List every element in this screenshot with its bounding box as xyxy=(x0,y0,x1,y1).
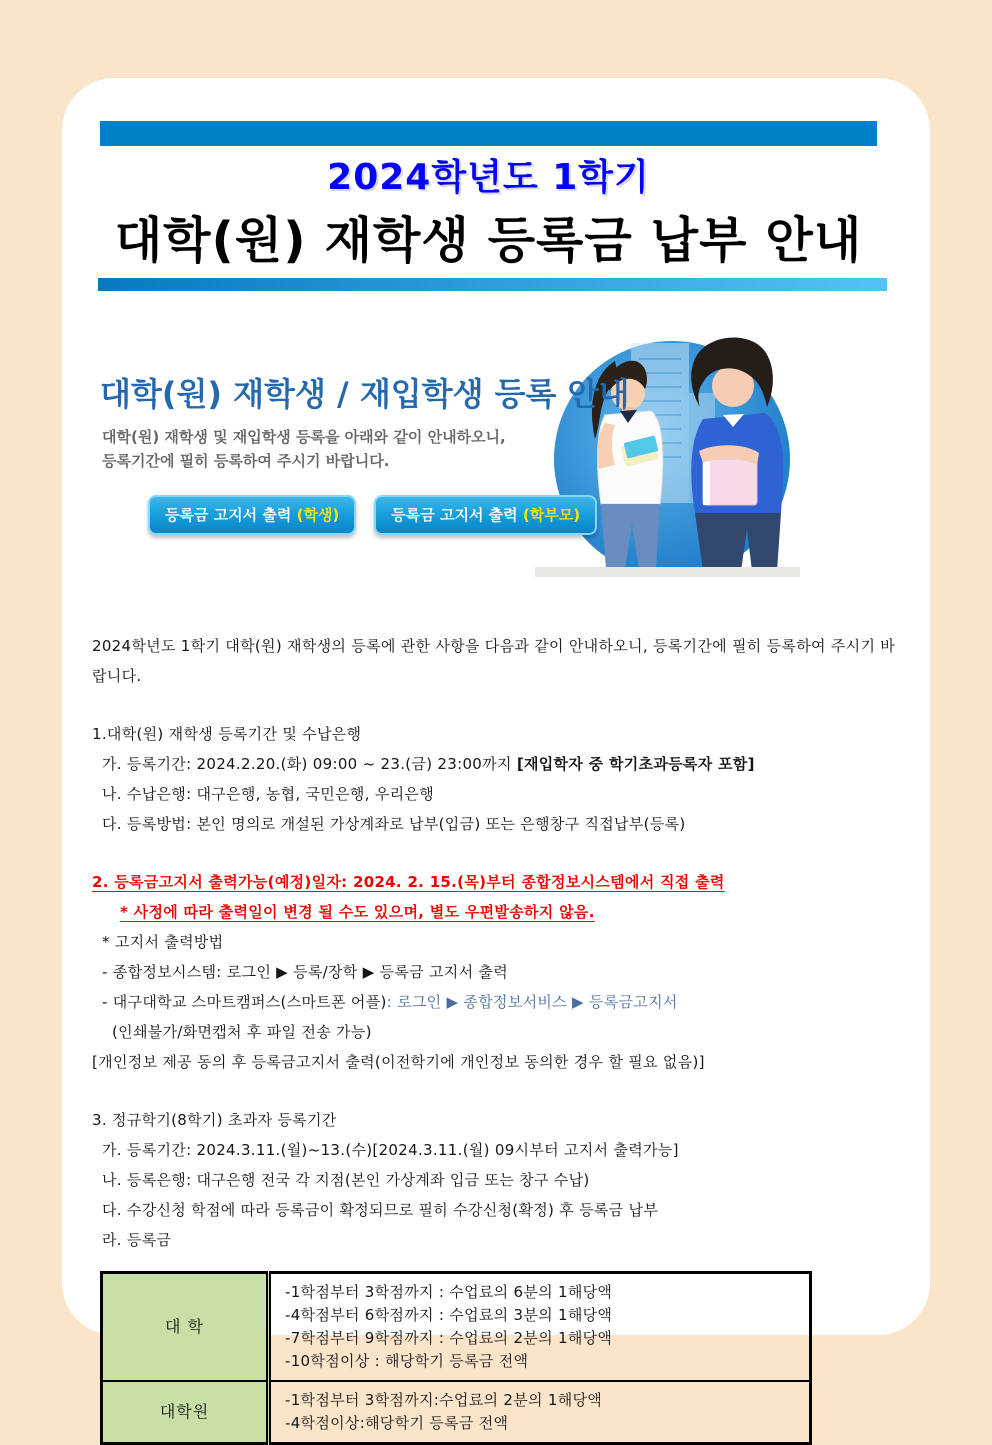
semester-subtitle: 2024학년도 1학기 xyxy=(327,157,650,198)
print-bill-student-highlight: (학생) xyxy=(296,506,340,524)
university-line-4: -10학점이상 : 해당학기 등록금 전액 xyxy=(285,1352,529,1370)
gradschool-desc-cell xyxy=(269,1381,811,1444)
university-line-1: -1학점부터 3학점까지 : 수업료의 6분의 1해당액 xyxy=(285,1283,613,1301)
header-top-bar xyxy=(100,121,877,146)
print-bill-student-label: 등록금 고지서 출력 xyxy=(165,506,297,524)
section2-method2-note: (인쇄불가/화면캡처 후 파일 전송 가능) xyxy=(112,1023,372,1041)
registration-banner xyxy=(90,329,802,591)
section1-item-ga xyxy=(92,749,907,779)
table-row-university xyxy=(102,1273,811,1382)
section3-item-ga: 가. 등록기간: 2024.3.11.(월)~13.(수)[2024.3.11.(월) 09시부터 고지서 출력가능] xyxy=(102,1141,679,1159)
section3-item-ra: 라. 등록금 xyxy=(102,1231,172,1249)
print-bill-student-button[interactable] xyxy=(148,495,356,535)
notice-body xyxy=(92,631,907,1445)
table-row-gradschool xyxy=(102,1381,811,1444)
section2-method2 xyxy=(92,987,907,1017)
print-bill-parent-label: 등록금 고지서 출력 xyxy=(391,506,523,524)
section2-note: * 사정에 따라 출력일이 변경 될 수도 있으며, 별도 우편발송하지 않음. xyxy=(120,903,595,921)
university-category-cell: 대 학 xyxy=(102,1273,269,1382)
banner-title: 대학(원) 재학생 / 재입학생 등록 안내 xyxy=(100,375,630,413)
notice-card xyxy=(62,78,930,1432)
university-desc-cell xyxy=(269,1273,811,1382)
intro-paragraph: 2024학년도 1학기 대학(원) 재학생의 등록에 관한 사항을 다음과 같이 안내하오니, 등록기간에 필히 등록하여 주시기 바랍니다. xyxy=(92,637,896,685)
banner-subtitle xyxy=(102,425,506,473)
page-title: 대학(원) 재학생 등록금 납부 안내 xyxy=(114,212,863,269)
section2-method-label: * 고지서 출력방법 xyxy=(102,933,224,951)
section1-item-da: 다. 등록방법: 본인 명의로 개설된 가상계좌로 납부(입금) 또는 은행창구 직접납부(등록) xyxy=(102,815,686,833)
tuition-table xyxy=(100,1271,812,1445)
section1-heading: 1.대학(원) 재학생 등록기간 및 수납은행 xyxy=(92,725,362,743)
section3-heading: 3. 정규학기(8학기) 초과자 등록기간 xyxy=(92,1111,337,1129)
banner-subtitle-line2: 등록기간에 필히 등록하여 주시기 바랍니다. xyxy=(102,452,390,470)
boy-student xyxy=(691,337,783,571)
section1-item-na: 나. 수납은행: 대구은행, 농협, 국민은행, 우리은행 xyxy=(102,785,434,803)
section1-item-ga-bold: [재입학자 중 학기초과등록자 포함] xyxy=(516,755,755,773)
print-bill-parent-highlight: (학부모) xyxy=(522,506,581,524)
header-gradient-bar xyxy=(98,278,887,291)
section3-item-na: 나. 등록은행: 대구은행 전국 각 지점(본인 가상계좌 입금 또는 창구 수납) xyxy=(102,1171,590,1189)
banner-buttons xyxy=(148,495,597,535)
university-line-3: -7학점부터 9학점까지 : 수업료의 2분의 1해당액 xyxy=(285,1329,613,1347)
print-bill-parent-button[interactable] xyxy=(374,495,597,535)
gradschool-category-cell: 대학원 xyxy=(102,1381,269,1444)
banner-subtitle-line1: 대학(원) 재학생 및 재입학생 등록을 아래와 같이 안내하오니, xyxy=(102,428,506,446)
section3-item-da: 다. 수강신청 학점에 따라 등록금이 확정되므로 필히 수강신청(확정) 후 등록금 납부 xyxy=(102,1201,659,1219)
section2-method2-path: : 로그인 ▶ 종합정보서비스 ▶ 등록금고지서 xyxy=(386,993,678,1011)
floor-strip xyxy=(535,567,800,577)
section1-item-ga-text: 가. 등록기간: 2024.2.20.(화) 09:00 ~ 23.(금) 23:00까지 xyxy=(102,755,517,773)
section2-method2-prefix: - 대구대학교 스마트캠퍼스(스마트폰 어플) xyxy=(102,993,387,1011)
section2-privacy-note: [개인정보 제공 동의 후 등록금고지서 출력(이전학기에 개인정보 동의한 경우 할 필요 없음)] xyxy=(92,1053,705,1071)
section2-method1: - 종합정보시스템: 로그인 ▶ 등록/장학 ▶ 등록금 고지서 출력 xyxy=(102,963,509,981)
gradschool-line-1: -1학점부터 3학점까지:수업료의 2분의 1해당액 xyxy=(285,1391,603,1409)
gradschool-line-2: -4학점이상:해당학기 등록금 전액 xyxy=(285,1414,509,1432)
university-line-2: -4학점부터 6학점까지 : 수업료의 3분의 1해당액 xyxy=(285,1306,613,1324)
section2-heading: 2. 등록금고지서 출력가능(예정)일자: 2024. 2. 15.(목)부터 종합정보시스템에서 직접 출력 xyxy=(92,873,725,891)
